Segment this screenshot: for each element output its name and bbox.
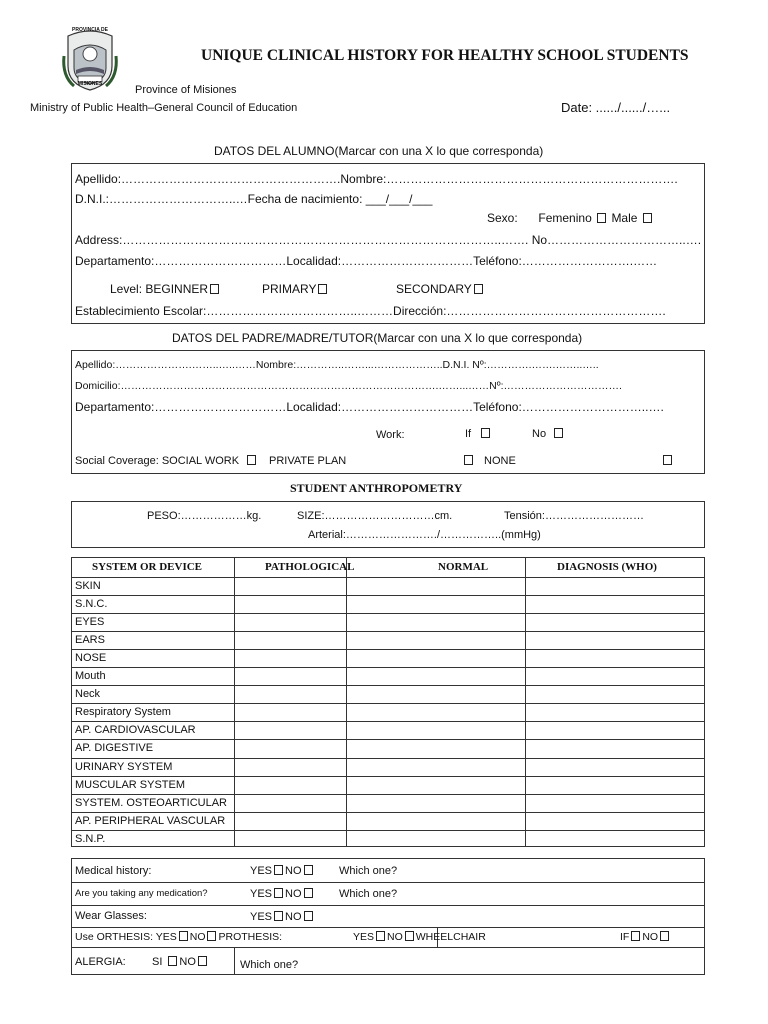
history-table [71,858,705,975]
normal-cell[interactable] [347,668,525,684]
primary-group [262,282,329,296]
system-row-label: S.N.C. [75,597,108,610]
yes-label: YES [250,888,273,900]
normal-cell[interactable] [347,614,525,630]
private-plan-label: PRIVATE PLAN [269,455,347,467]
student-section-title: DATOS DEL ALUMNO(Marcar con una X lo que corresponda) [214,144,544,158]
misiones-seal-logo [60,26,120,92]
orthesis-no-checkbox[interactable] [207,931,216,941]
establecimiento-field[interactable]: Establecimiento Escolar:………………………………..………Dirección:………………………………………………. [75,304,666,318]
peso-field[interactable]: PESO:………………kg. [147,510,262,522]
system-row-label: AP. CARDIOVASCULAR [75,724,196,737]
arterial-field[interactable]: Arterial:……………………./……………..(mmHg) [308,529,541,541]
system-row-label: Mouth [75,670,106,682]
alergia-which-label: Which one? [240,959,299,971]
male-checkbox[interactable] [643,213,652,223]
student-data-box [71,163,705,324]
work-no-label: No [532,428,547,440]
header-diagnosis: DIAGNOSIS (WHO) [557,561,657,573]
secondary-checkbox[interactable] [474,284,483,294]
wheelchair-if-no [620,931,671,943]
femenino-checkbox[interactable] [597,213,606,223]
form-title: UNIQUE CLINICAL HISTORY FOR HEALTHY SCHOOL STUDENTS [201,47,689,64]
medication-which-label: Which one? [339,888,398,900]
medical-history-label: Medical history: [75,865,152,877]
no-label: NO [285,865,302,877]
normal-cell[interactable] [347,722,525,738]
medication-no-checkbox[interactable] [304,888,313,898]
student-apellido-field[interactable]: Apellido:……………………………………………….Nombre:………………………………………………………………. [75,172,678,186]
glasses-no-checkbox[interactable] [304,911,313,921]
wheelchair-label: WHEELCHAIR [415,931,486,943]
wheelchair-no-checkbox[interactable] [660,931,669,941]
male-label: Male [611,211,638,225]
alergia-label: ALERGIA: [75,956,126,968]
pathological-cell[interactable] [235,813,346,829]
social-work-checkbox[interactable] [247,455,256,465]
work-if-label: If [465,428,472,440]
glasses-yes-checkbox[interactable] [274,911,283,921]
pathological-cell[interactable] [235,759,346,775]
student-departamento-field[interactable]: Departamento:……………………………Localidad:……………………………Teléfono:……………………….…… [75,254,658,268]
pathological-cell[interactable] [235,596,346,612]
primary-label: PRIMARY [262,282,317,296]
anthropometry-title: STUDENT ANTHROPOMETRY [290,481,463,495]
system-row-label: EYES [75,615,105,628]
normal-cell[interactable] [347,596,525,612]
pathological-cell[interactable] [235,831,346,847]
social-work-label: Social Coverage: SOCIAL WORK [75,455,240,467]
pathological-cell[interactable] [235,795,346,811]
normal-cell[interactable] [347,813,525,829]
prothesis-label: PROTHESIS: [218,931,283,943]
no-label: NO [642,931,659,943]
system-row-label: Respiratory System [75,706,171,719]
pathological-cell[interactable] [235,704,346,720]
orthesis-row [75,931,282,943]
seal-text-bottom: MISIONES [77,81,103,87]
normal-cell[interactable] [347,795,525,811]
glasses-yes-no [250,911,315,923]
normal-cell[interactable] [347,650,525,666]
social-work-group [75,455,258,467]
normal-cell[interactable] [347,759,525,775]
system-row-label: S.N.P. [75,832,106,845]
diagnosis-cell[interactable] [526,686,704,702]
system-row-label: SYSTEM. OSTEOARTICULAR [75,796,227,809]
pathological-cell[interactable] [235,777,346,793]
no-label: NO [285,888,302,900]
diagnosis-cell[interactable] [526,831,704,847]
header-system: SYSTEM OR DEVICE [92,561,203,573]
femenino-label: Femenino [538,211,592,225]
system-row-label: AP. DIGESTIVE [75,742,154,755]
diagnosis-cell[interactable] [526,813,704,829]
work-no-group [532,428,565,440]
system-row-label: Neck [75,688,101,701]
si-label: SI [152,956,163,968]
yes-label: YES [250,865,273,877]
diagnosis-cell[interactable] [526,596,704,612]
diagnosis-cell[interactable] [526,704,704,720]
work-no-checkbox[interactable] [554,428,563,438]
pathological-cell[interactable] [235,578,346,594]
yes-label: YES [353,931,375,943]
system-row-label: MUSCULAR SYSTEM [75,778,186,791]
diagnosis-cell[interactable] [526,614,704,630]
header-normal: NORMAL [438,561,489,573]
pathological-cell[interactable] [235,614,346,630]
medical-no-checkbox[interactable] [304,865,313,875]
normal-cell[interactable] [347,777,525,793]
alergia-si-checkbox[interactable] [168,956,177,966]
pathological-cell[interactable] [235,650,346,666]
primary-checkbox[interactable] [318,284,327,294]
parent-departamento-field[interactable]: Departamento:……………………………Localidad:……………………………Teléfono:…………………………..…. [75,400,664,414]
diagnosis-cell[interactable] [526,759,704,775]
pathological-cell[interactable] [235,632,346,648]
ministry-label: Ministry of Public Health–General Council of Education [30,102,298,114]
work-label: Work: [376,429,405,441]
diagnosis-cell[interactable] [526,668,704,684]
province-label: Province of Misiones [135,84,237,96]
seal-text-top: PROVINCIA DE [72,27,108,33]
orthesis-label: Use ORTHESIS: YES [75,931,177,943]
normal-cell[interactable] [347,831,525,847]
normal-cell[interactable] [347,632,525,648]
pathological-cell[interactable] [235,668,346,684]
alergia-si-no [152,956,209,968]
system-row-label: AP. PERIPHERAL VASCULAR [75,814,226,827]
wheelchair-if-checkbox[interactable] [631,931,640,941]
parent-data-box [71,350,705,474]
sex-label: Sexo: [487,211,518,225]
student-address-field[interactable]: Address:…………………………………………………………………………………..……. No……………………………..…. [75,233,702,247]
normal-cell[interactable] [347,704,525,720]
glasses-label: Wear Glasses: [75,910,147,922]
student-dni-field[interactable]: D.N.I.:…………………………..…Fecha de nacimiento: ___/___/___ [75,192,433,206]
parent-section-title: DATOS DEL PADRE/MADRE/TUTOR(Marcar con una X lo que corresponda) [172,331,583,345]
medical-yes-checkbox[interactable] [274,865,283,875]
beginner-label: Level: BEGINNER [110,282,209,296]
medication-yes-no [250,888,315,900]
none-label: NONE [484,455,516,467]
work-if-checkbox[interactable] [481,428,490,438]
medical-yes-no [250,865,315,877]
pathological-cell[interactable] [235,722,346,738]
size-field[interactable]: SIZE:…………………………cm. [297,510,453,522]
diagnosis-cell[interactable] [526,795,704,811]
orthesis-yes-checkbox[interactable] [179,931,188,941]
medication-label: Are you taking any medication? [75,888,208,899]
diagnosis-cell[interactable] [526,722,704,738]
pathological-cell[interactable] [235,686,346,702]
prothesis-yes-no [353,931,486,943]
medical-which-label: Which one? [339,865,398,877]
system-row-label: SKIN [75,579,101,592]
diagnosis-cell[interactable] [526,578,704,594]
system-row-label: NOSE [75,651,107,664]
secondary-label: SECONDARY [396,282,472,296]
tension-field[interactable]: Tensión:……………………… [504,510,644,522]
yes-label: YES [250,911,273,923]
date-field[interactable]: Date: ....../....../…... [561,100,671,115]
prothesis-no-checkbox[interactable] [405,931,414,941]
systems-table [71,557,705,847]
no-label: NO [387,931,403,943]
orthesis-no-label: NO [189,931,206,943]
prothesis-yes-checkbox[interactable] [376,931,385,941]
medication-yes-checkbox[interactable] [274,888,283,898]
diagnosis-cell[interactable] [526,632,704,648]
student-sex-row [487,211,654,225]
system-row-label: URINARY SYSTEM [75,760,173,773]
diagnosis-cell[interactable] [526,740,704,756]
private-plan-checkbox[interactable] [464,455,473,465]
if-label: IF [620,931,630,943]
alergia-no-checkbox[interactable] [198,956,207,966]
level-row [110,282,221,296]
parent-apellido-field[interactable]: Apellido:………………….……..…..……Nombre:…………..……...………………..D.N.I. Nº:………….…….……..….. [75,359,599,371]
normal-cell[interactable] [347,578,525,594]
work-if-group [465,428,492,440]
diagnosis-cell[interactable] [526,777,704,793]
header-pathological: PATHOLOGICAL [265,561,355,573]
anthropometry-box [71,501,705,548]
secondary-group [396,282,485,296]
no-label: NO [179,956,196,968]
beginner-checkbox[interactable] [210,284,219,294]
diagnosis-cell[interactable] [526,650,704,666]
normal-cell[interactable] [347,740,525,756]
normal-cell[interactable] [347,686,525,702]
parent-domicilio-field[interactable]: Domicilio:……………………………………………………………………………….……...……Nº:……………………………. [75,380,622,392]
system-row-label: EARS [75,633,105,646]
none-checkbox[interactable] [663,455,672,465]
no-label: NO [285,911,302,923]
pathological-cell[interactable] [235,740,346,756]
